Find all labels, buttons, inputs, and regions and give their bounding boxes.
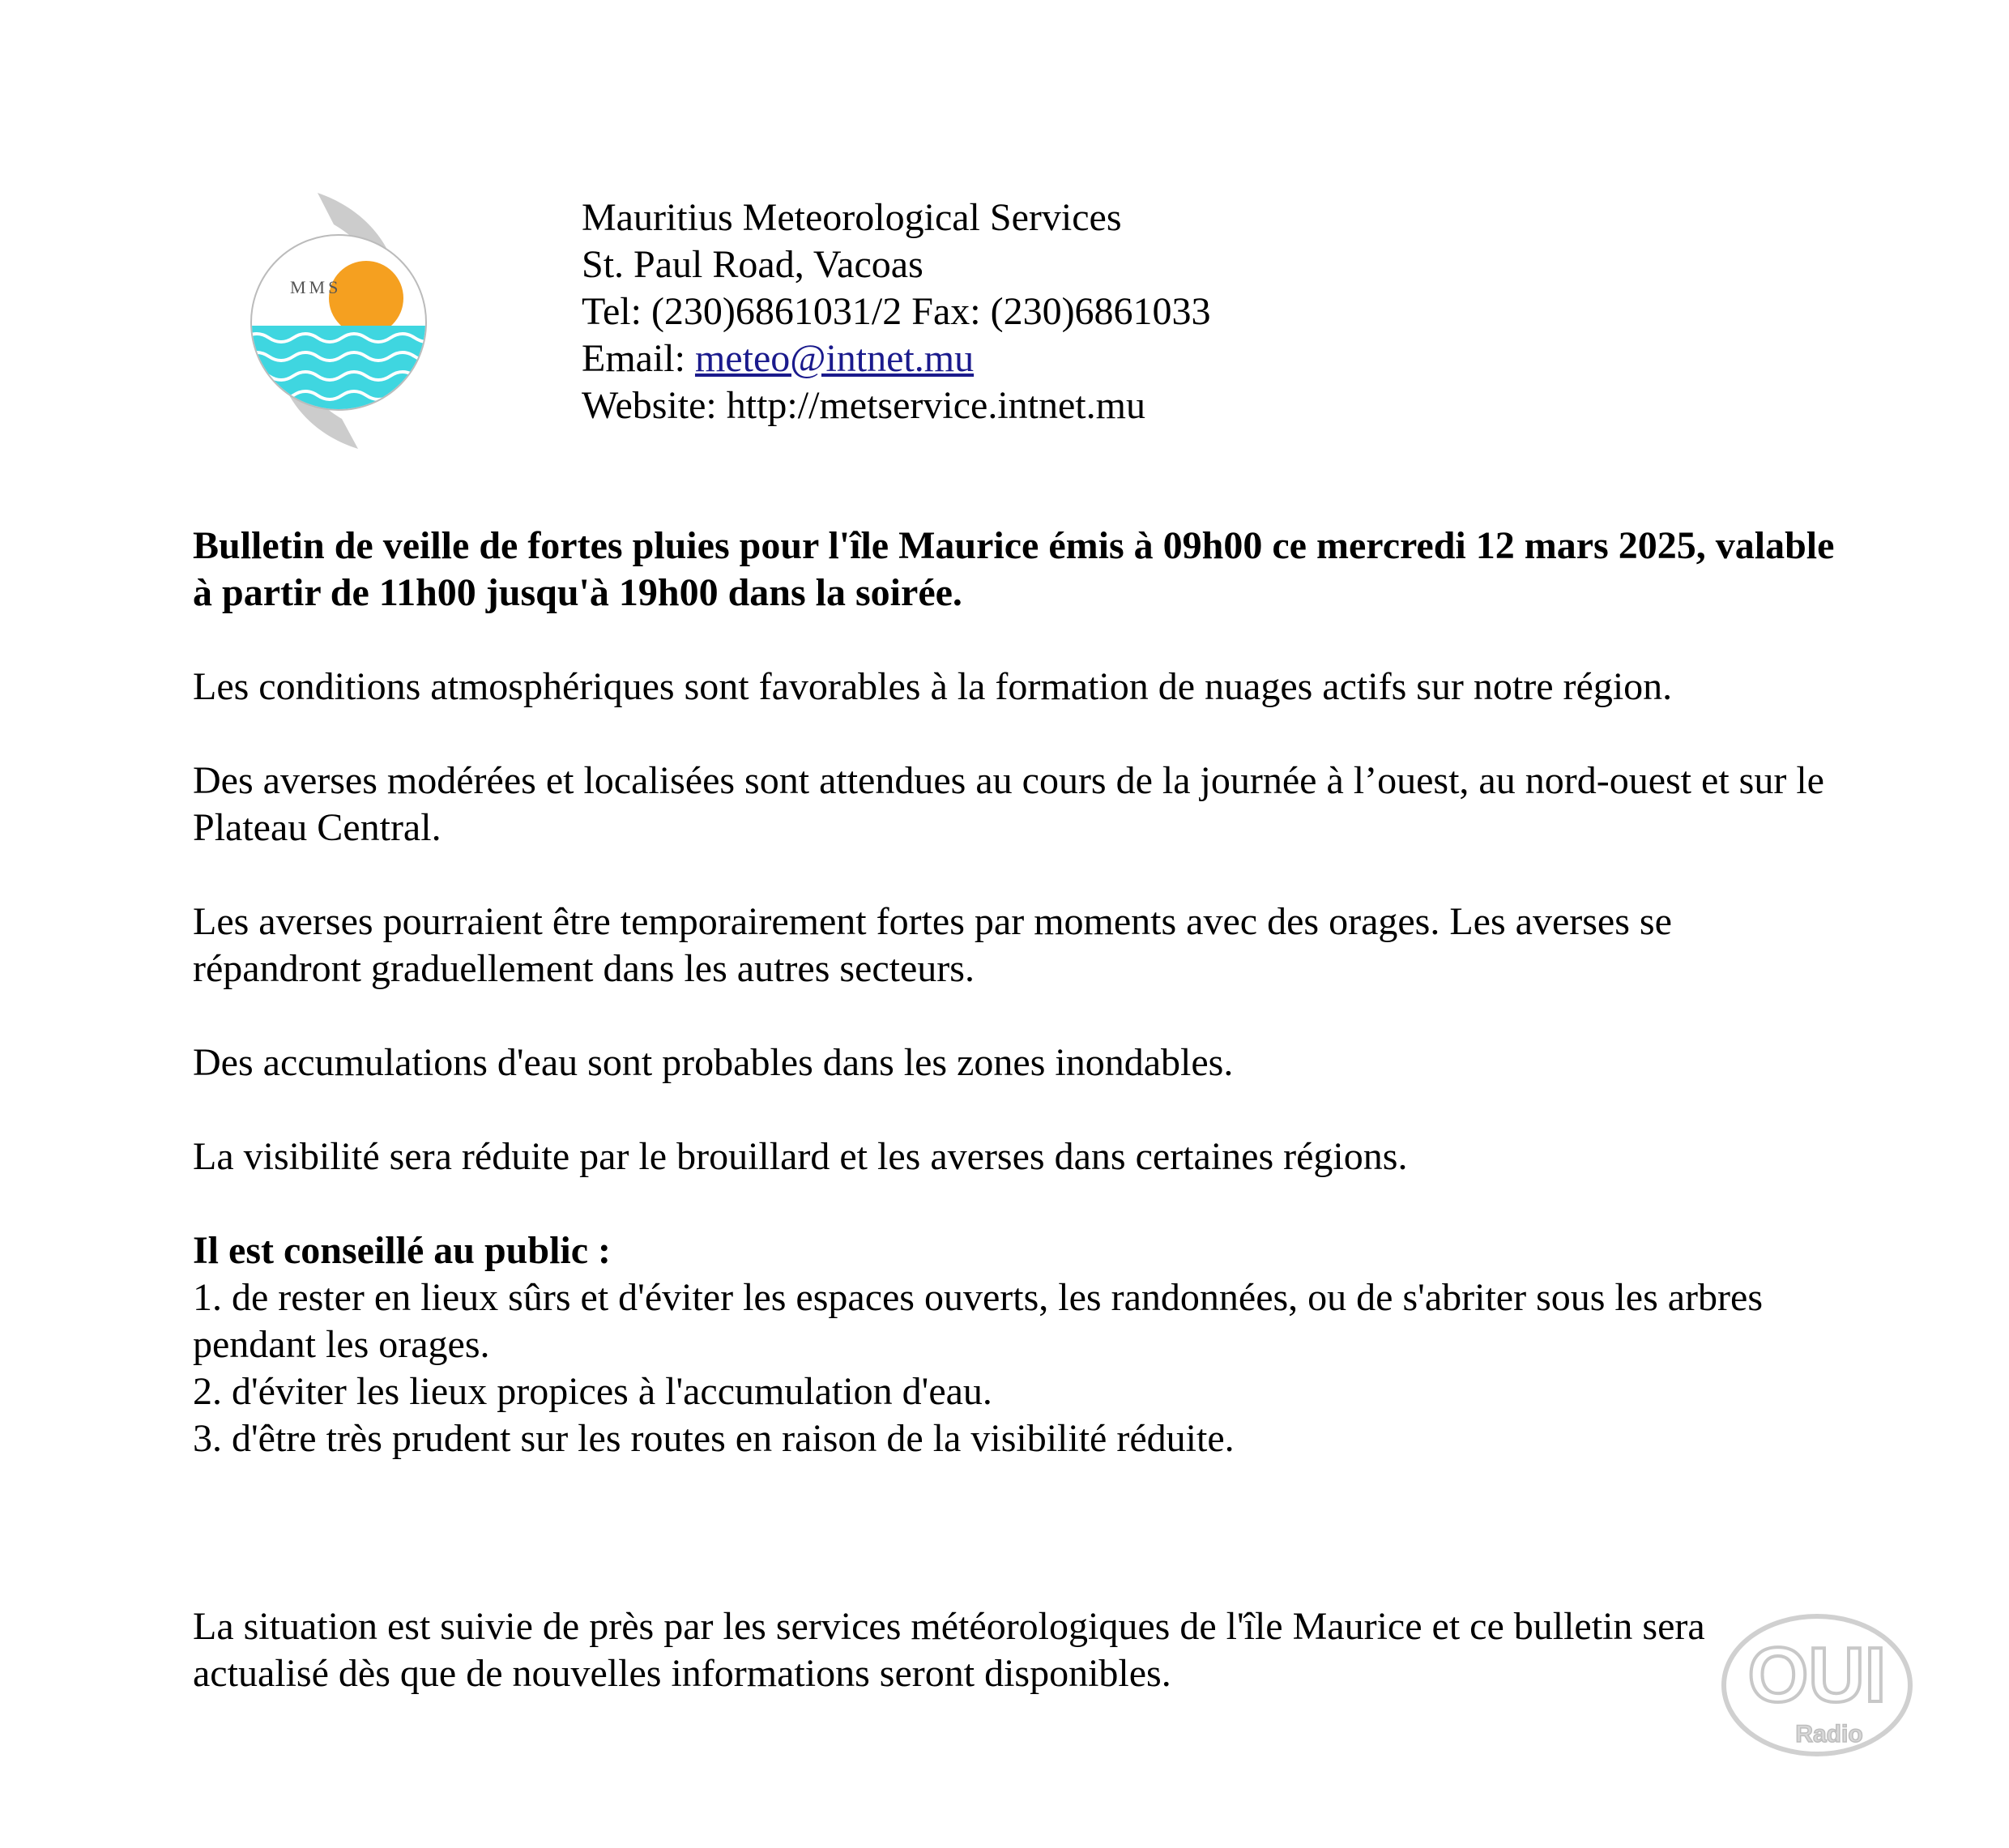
logo-sun	[329, 261, 403, 335]
paragraph: Les averses pourraient être temporairement fortes par moments avec des orages. Les averses se répandront graduellement dans les autres secteurs.	[193, 900, 1672, 990]
org-address: St. Paul Road, Vacoas	[582, 243, 923, 286]
letterhead	[582, 194, 1211, 429]
org-website: Website: http://metservice.intnet.mu	[582, 384, 1145, 427]
advice-item: 3. d'être très prudent sur les routes en raison de la visibilité réduite.	[193, 1417, 1235, 1460]
org-email	[582, 335, 1211, 382]
paragraph: Des averses modérées et localisées sont attendues au cours de la journée à l’ouest, au nord-ouest et sur le Plateau Central.	[193, 759, 1824, 849]
advice-section	[193, 1227, 1845, 1462]
paragraph: La visibilité sera réduite par le brouillard et les averses dans certaines régions.	[193, 1135, 1408, 1178]
paragraph: Des accumulations d'eau sont probables dans les zones inondables.	[193, 1041, 1234, 1084]
bulletin-title: Bulletin de veille de fortes pluies pour l'île Maurice émis à 09h00 ce mercredi 12 mars 2025, valable à partir de 11h00 jusqu'à 19h00 dans la soirée.	[193, 524, 1835, 614]
watermark-brand: OUI	[1747, 1632, 1887, 1718]
email-link[interactable]: meteo@intnet.mu	[694, 337, 975, 380]
advice-item: 1. de rester en lieux sûrs et d'éviter les espaces ouverts, les randonnées, ou de s'abriter sous les arbres pendant les orages.	[193, 1276, 1763, 1366]
advice-heading: Il est conseillé au public :	[193, 1229, 612, 1272]
org-name: Mauritius Meteorological Services	[582, 196, 1122, 239]
closing-paragraph: La situation est suivie de près par les services météorologiques de l'île Maurice et ce bulletin sera actualisé dès que de nouvelles informations seront disponibles.	[193, 1605, 1705, 1695]
advice-item: 2. d'éviter les lieux propices à l'accumulation d'eau.	[193, 1370, 992, 1413]
mms-logo	[237, 188, 447, 455]
bulletin-body	[193, 523, 1845, 1744]
logo-text: MMS	[290, 277, 342, 297]
oui-radio-watermark	[1716, 1604, 1918, 1766]
paragraph: Les conditions atmosphériques sont favorables à la formation de nuages actifs sur notre région.	[193, 665, 1673, 708]
org-phone: Tel: (230)6861031/2 Fax: (230)6861033	[582, 290, 1211, 333]
email-label: Email:	[582, 337, 695, 380]
watermark-sub: Radio	[1795, 1721, 1863, 1748]
